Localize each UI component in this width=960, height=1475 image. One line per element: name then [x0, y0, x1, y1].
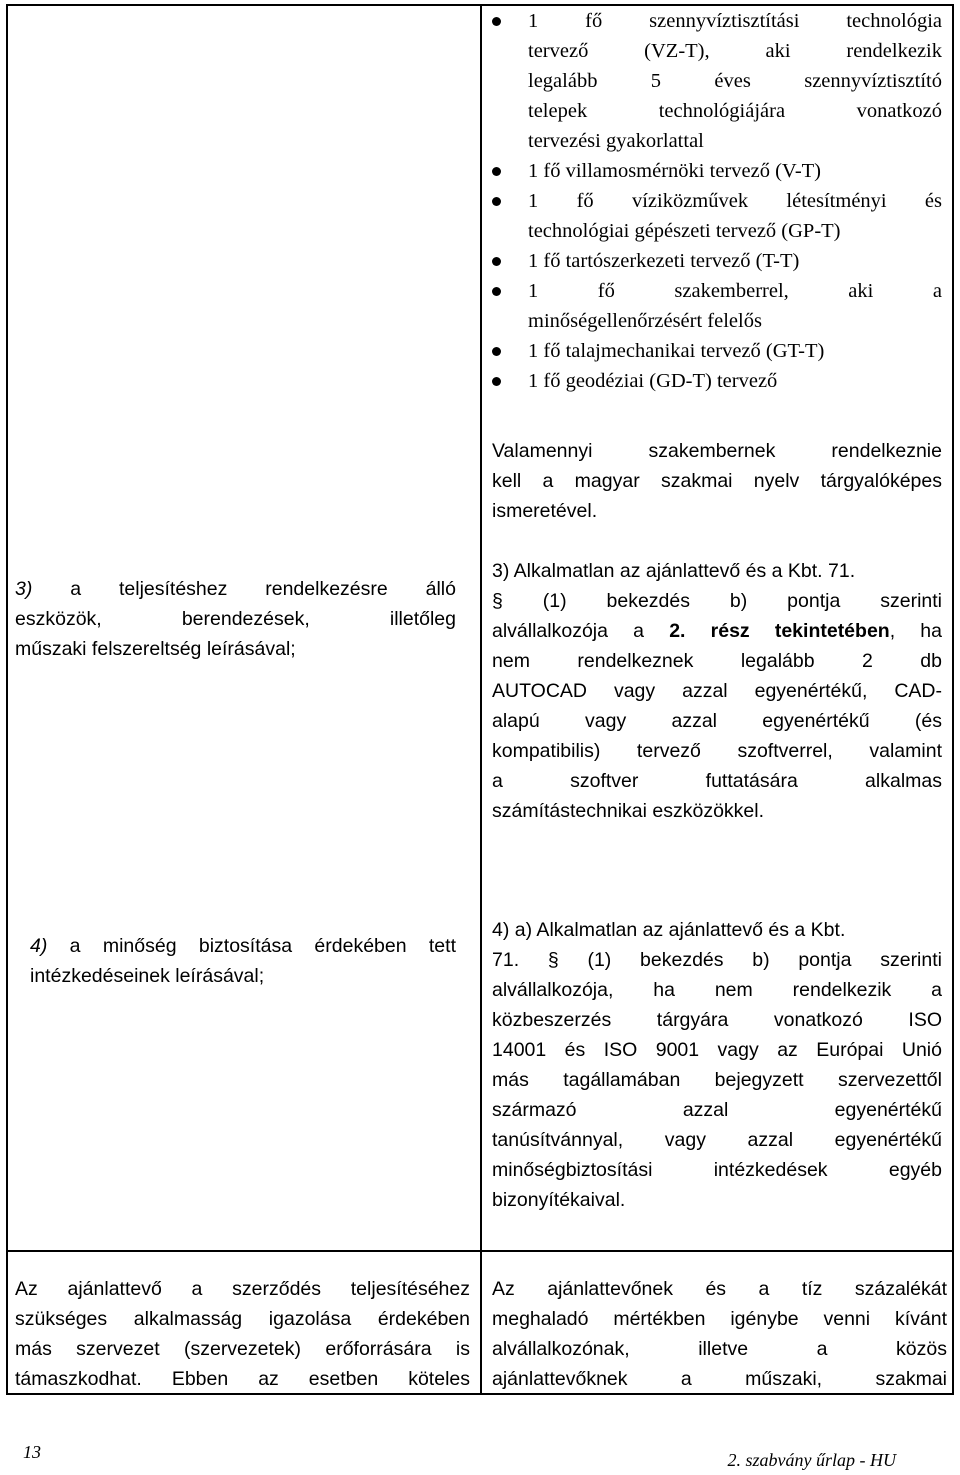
text-line: ajánlattevőknek a műszaki, szakmai [492, 1368, 947, 1390]
criteria3-line: kompatibilis) tervező szoftverrel, valamint [492, 740, 942, 762]
part-2-emphasis: 2. rész tekintetében [669, 620, 890, 642]
req3-line: eszközök, berendezések, illetőleg [15, 608, 456, 630]
text-line: származó azzal egyenértékű [492, 1099, 942, 1121]
req3-line: 3) a teljesítéshez rendelkezésre álló [15, 578, 456, 600]
table-border-right [952, 4, 954, 1395]
requirement-3-criteria [492, 556, 942, 826]
criteria3-line: alvállalkozója a 2. rész tekintetében, ha [492, 620, 942, 642]
text-line: minőségbiztosítási intézkedések egyéb [492, 1159, 942, 1181]
req3-line: műszaki felszereltség leírásával; [15, 638, 296, 660]
req4-line: 4) a minőség biztosítása érdekében tett [30, 935, 456, 957]
text-line: támaszkodhat. Ebben az esetben köteles [15, 1368, 470, 1390]
specialist-line: technológiai gépészeti tervező (GP-T) [528, 220, 841, 242]
requirement-4-description [30, 931, 456, 991]
text-line: más szervezet (szervezetek) erőforrására is [15, 1338, 470, 1360]
criteria3-line: számítástechnikai eszközökkel. [492, 800, 765, 822]
requirement-4-criteria [492, 915, 942, 1215]
specialist-list [492, 6, 942, 396]
req4-line: intézkedéseinek leírásával; [30, 965, 265, 987]
criteria3-line: 3) Alkalmatlan az ajánlattevő és a Kbt. 71. [492, 560, 856, 582]
text-line: alvállalkozója, ha nem rendelkezik a [492, 979, 942, 1001]
specialist-line: tervezési gyakorlattal [528, 130, 704, 152]
specialist-line: 1 fő geodéziai (GD-T) tervező [528, 370, 778, 392]
specialist-line: 1 fő villamosmérnöki tervező (V-T) [528, 160, 821, 182]
text-line: 4) a) Alkalmatlan az ajánlattevő és a Kbt. [492, 919, 846, 941]
bullet-icon [492, 167, 501, 176]
req4-number: 4) [30, 935, 48, 957]
language-requirement-note [492, 436, 942, 526]
text-line: alvállalkozónak, illetve a közös [492, 1338, 947, 1360]
text-line: közbeszerzés tárgyára vonatkozó ISO [492, 1009, 942, 1031]
text-line: bizonyítékaival. [492, 1189, 626, 1211]
specialist-item [492, 246, 942, 276]
bullet-icon [492, 257, 501, 266]
bullet-icon [492, 197, 501, 206]
subcontractor-text [492, 1274, 947, 1394]
specialist-item [492, 336, 942, 366]
text-line: 14001 és ISO 9001 vagy az Európai Unió [492, 1039, 942, 1061]
specialist-line: 1 fő tartószerkezeti tervező (T-T) [528, 250, 800, 272]
specialist-line: 1 fő talajmechanikai tervező (GT-T) [528, 340, 825, 362]
table-row-divider [6, 1250, 954, 1252]
specialist-line: 1 fő szennyvíztisztítási technológia [528, 10, 942, 32]
requirement-3-description [15, 574, 456, 664]
specialist-line: 1 fő víziközművek létesítményi és [528, 190, 942, 212]
text-line: szükséges alkalmasság igazolása érdekében [15, 1308, 470, 1330]
note-line: kell a magyar szakmai nyelv tárgyalóképes [492, 470, 942, 492]
specialist-line: minőségellenőrzésért felelős [528, 310, 762, 332]
specialist-line: 1 fő szakemberrel, aki a [528, 280, 942, 302]
specialist-line: legalább 5 éves szennyvíztisztító [528, 70, 942, 92]
specialist-item [492, 366, 942, 396]
note-line: ismeretével. [492, 500, 598, 522]
specialist-line: telepek technológiájára vonatkozó [528, 100, 942, 122]
specialist-item [492, 186, 942, 246]
criteria3-line: nem rendelkeznek legalább 2 db [492, 650, 942, 672]
req3-number: 3) [15, 578, 33, 600]
table-column-divider [480, 4, 482, 1395]
specialist-item [492, 156, 942, 186]
text-line: tanúsítvánnyal, vagy azzal egyenértékű [492, 1129, 942, 1151]
specialist-item [492, 6, 942, 156]
bullet-icon [492, 377, 501, 386]
table-border-left [6, 4, 8, 1395]
bullet-icon [492, 287, 501, 296]
capacity-reliance-text [15, 1274, 470, 1394]
text-line: meghaladó mértékben igénybe venni kívánt [492, 1308, 947, 1330]
criteria3-line: AUTOCAD vagy azzal egyenértékű, CAD- [492, 680, 942, 702]
bullet-icon [492, 17, 501, 26]
page-number: 13 [23, 1442, 41, 1462]
specialist-line: tervező (VZ-T), aki rendelkezik [528, 40, 942, 62]
specialist-item [492, 276, 942, 336]
text-line: más tagállamában bejegyzett szervezettől [492, 1069, 942, 1091]
form-label: 2. szabvány űrlap - HU [727, 1450, 896, 1470]
text-line: Az ajánlattevőnek és a tíz százalékát [492, 1278, 947, 1300]
criteria3-line: alapú vagy azzal egyenértékű (és [492, 710, 942, 732]
text-line: Az ajánlattevő a szerződés teljesítéséhez [15, 1278, 470, 1300]
criteria3-line: a szoftver futtatására alkalmas [492, 770, 942, 792]
note-line: Valamennyi szakembernek rendelkeznie [492, 440, 942, 462]
bullet-icon [492, 347, 501, 356]
text-line: 71. § (1) bekezdés b) pontja szerinti [492, 949, 942, 971]
criteria3-line: § (1) bekezdés b) pontja szerinti [492, 590, 942, 612]
